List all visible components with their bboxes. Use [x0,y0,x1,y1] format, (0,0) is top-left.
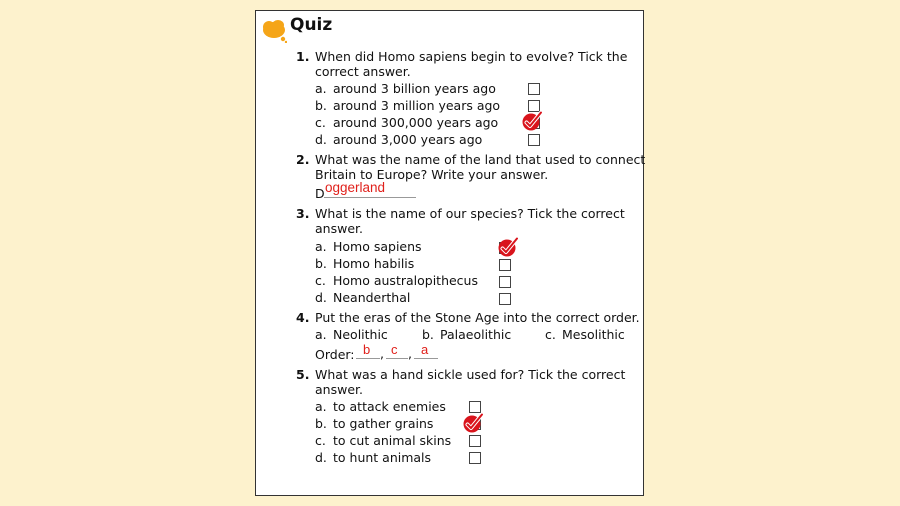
q4-order-label: Order: [315,347,355,362]
q1-option-b-text: around 3 million years ago [333,98,501,113]
q4-era-c-text: Mesolithic [562,327,625,342]
q2-answer-line [324,197,416,198]
question-1-text-line1: When did Homo sapiens begin to evolve? Tick the [315,49,628,64]
q4-era-a-letter: a. [315,327,327,342]
q4-order-blank-2 [386,358,408,359]
question-1-number: 1. [296,49,310,64]
q3-option-a-letter: a. [315,239,327,254]
q3-option-d-letter: d. [315,290,327,305]
quiz-worksheet [255,10,644,496]
question-4-text-line1: Put the eras of the Stone Age into the correct order. [315,310,640,325]
q5-option-d-checkbox[interactable] [469,452,481,464]
question-1-text-line2: correct answer. [315,64,411,79]
question-3-text-line2: answer. [315,221,363,236]
q1-option-a-checkbox[interactable] [528,83,540,95]
q5-option-b-letter: b. [315,416,327,431]
q5-option-a-text: to attack enemies [333,399,446,414]
q4-era-b-text: Palaeolithic [440,327,512,342]
q4-order-answer-3[interactable]: a [421,342,429,357]
q3-option-b-text: Homo habilis [333,256,415,271]
q3-option-b-letter: b. [315,256,327,271]
thought-bubble-icon [261,19,287,43]
q3-option-b-checkbox[interactable] [499,259,511,271]
question-2-number: 2. [296,152,310,167]
question-5-text-line1: What was a hand sickle used for? Tick the correct [315,367,626,382]
q3-option-c-letter: c. [315,273,326,288]
q3-option-d-text: Neanderthal [333,290,411,305]
question-3-text-line1: What is the name of our species? Tick the correct [315,206,625,221]
q5-option-d-letter: d. [315,450,327,465]
q1-option-c-letter: c. [315,115,326,130]
q3-option-a-check-mark-icon [497,236,519,258]
q1-option-c-check-mark-icon [521,110,543,132]
question-2-text-line1: What was the name of the land that used to connect [315,152,646,167]
q3-option-a-text: Homo sapiens [333,239,422,254]
q4-era-b-letter: b. [422,327,434,342]
q5-option-a-letter: a. [315,399,327,414]
q1-option-d-checkbox[interactable] [528,134,540,146]
q1-option-d-letter: d. [315,132,327,147]
q5-option-b-text: to gather grains [333,416,434,431]
q5-option-b-check-mark-icon [462,412,484,434]
question-5-text-line2: answer. [315,382,363,397]
q4-order-comma-1: , [380,346,384,361]
q1-option-d-text: around 3,000 years ago [333,132,483,147]
question-5-number: 5. [296,367,310,382]
q5-option-c-text: to cut animal skins [333,433,452,448]
q3-option-d-checkbox[interactable] [499,293,511,305]
q5-option-c-letter: c. [315,433,326,448]
question-3-number: 3. [296,206,310,221]
q1-option-a-text: around 3 billion years ago [333,81,496,96]
q5-option-d-text: to hunt animals [333,450,432,465]
q4-order-answer-1[interactable]: b [363,342,371,357]
q3-option-c-checkbox[interactable] [499,276,511,288]
q4-era-c-letter: c. [545,327,556,342]
question-4-number: 4. [296,310,310,325]
q2-written-answer[interactable]: oggerland [325,180,386,195]
page-title: Quiz [290,15,333,35]
q4-order-blank-1 [356,358,380,359]
q4-order-answer-2[interactable]: c [391,342,398,357]
q3-option-c-text: Homo australopithecus [333,273,478,288]
q5-option-c-checkbox[interactable] [469,435,481,447]
q2-answer-prefix: D [315,186,325,201]
q1-option-a-letter: a. [315,81,327,96]
q4-order-comma-2: , [408,346,412,361]
question-2-text-line2: Britain to Europe? Write your answer. [315,167,549,182]
q1-option-c-text: around 300,000 years ago [333,115,499,130]
q4-era-a-text: Neolithic [333,327,388,342]
q4-order-blank-3 [414,358,438,359]
q1-option-b-letter: b. [315,98,327,113]
